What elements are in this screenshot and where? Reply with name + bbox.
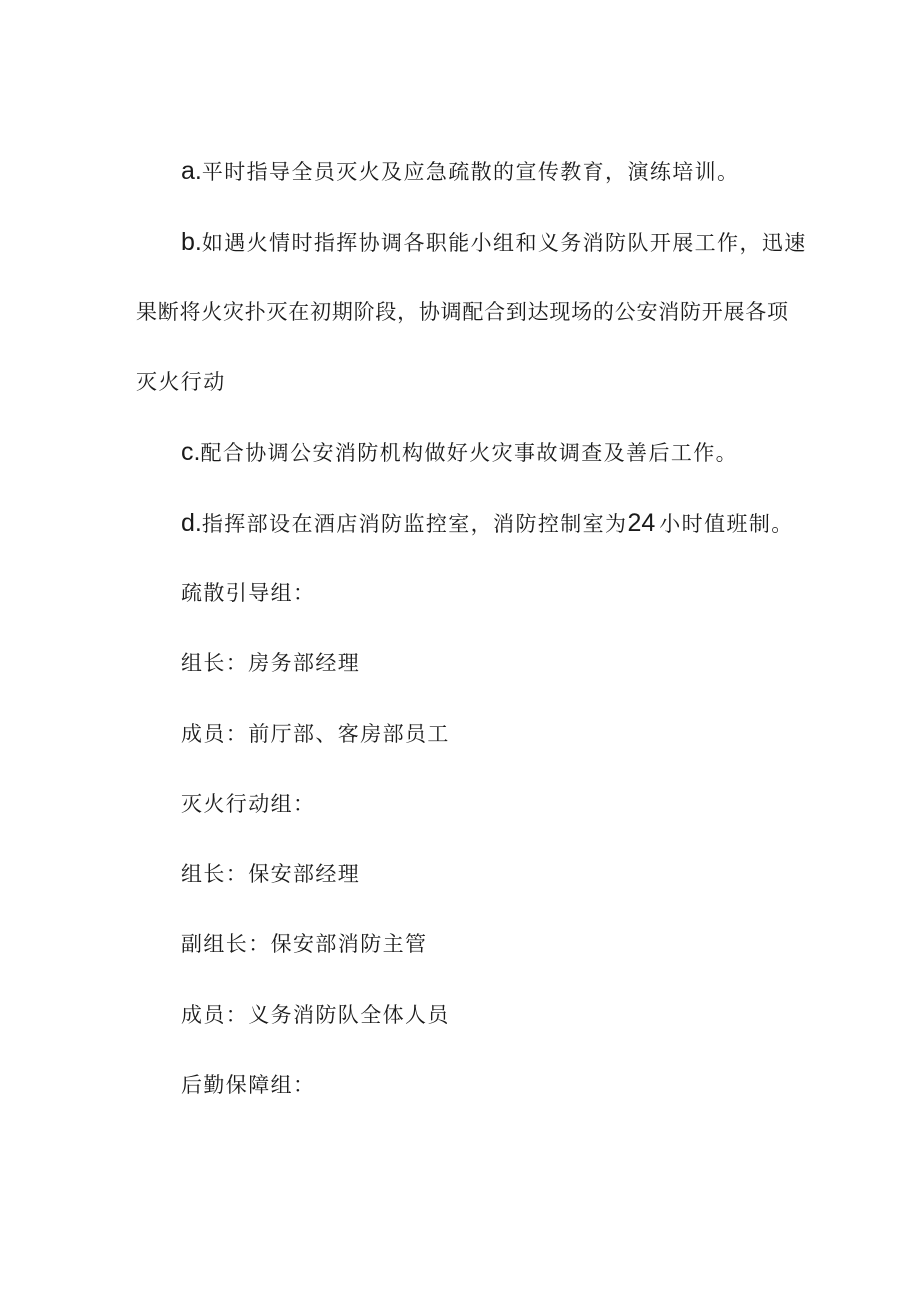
item-b-marker: b. <box>181 228 202 256</box>
item-d-text-after: 小时值班制。 <box>659 512 794 536</box>
item-a <box>181 156 739 187</box>
item-a-marker: a. <box>181 157 202 185</box>
item-b-line-2: 果断将火灾扑灭在初期阶段，协调配合到达现场的公安消防开展各项 <box>136 300 788 324</box>
group-leader-evacuation: 组长：房务部经理 <box>181 651 361 675</box>
item-c-text: 配合协调公安消防机构做好火灾事故调查及善后工作。 <box>200 441 739 465</box>
item-d-number: 24 <box>627 509 656 537</box>
item-b-line-3: 灭火行动 <box>136 370 226 394</box>
group-heading-firefighting: 灭火行动组： <box>181 792 316 816</box>
item-b-text-1: 如遇火情时指挥协调各职能小组和义务消防队开展工作，迅速 <box>201 231 807 255</box>
group-members-evacuation: 成员：前厅部、客房部员工 <box>181 722 450 746</box>
group-members-firefighting: 成员：义务消防队全体人员 <box>181 1003 450 1027</box>
item-c <box>181 437 738 468</box>
item-d <box>181 508 794 539</box>
group-heading-evacuation: 疏散引导组： <box>181 581 316 605</box>
item-d-text-before: 指挥部设在酒店消防监控室，消防控制室为 <box>201 512 628 536</box>
group-deputy-firefighting: 副组长：保安部消防主管 <box>181 932 428 956</box>
group-heading-logistics: 后勤保障组： <box>181 1073 316 1097</box>
item-d-marker: d. <box>181 509 202 537</box>
item-a-text: 平时指导全员灭火及应急疏散的宣传教育，演练培训。 <box>201 160 740 184</box>
group-leader-firefighting: 组长：保安部经理 <box>181 862 361 886</box>
item-c-marker: c. <box>181 438 201 466</box>
item-b-line-1 <box>181 227 807 258</box>
